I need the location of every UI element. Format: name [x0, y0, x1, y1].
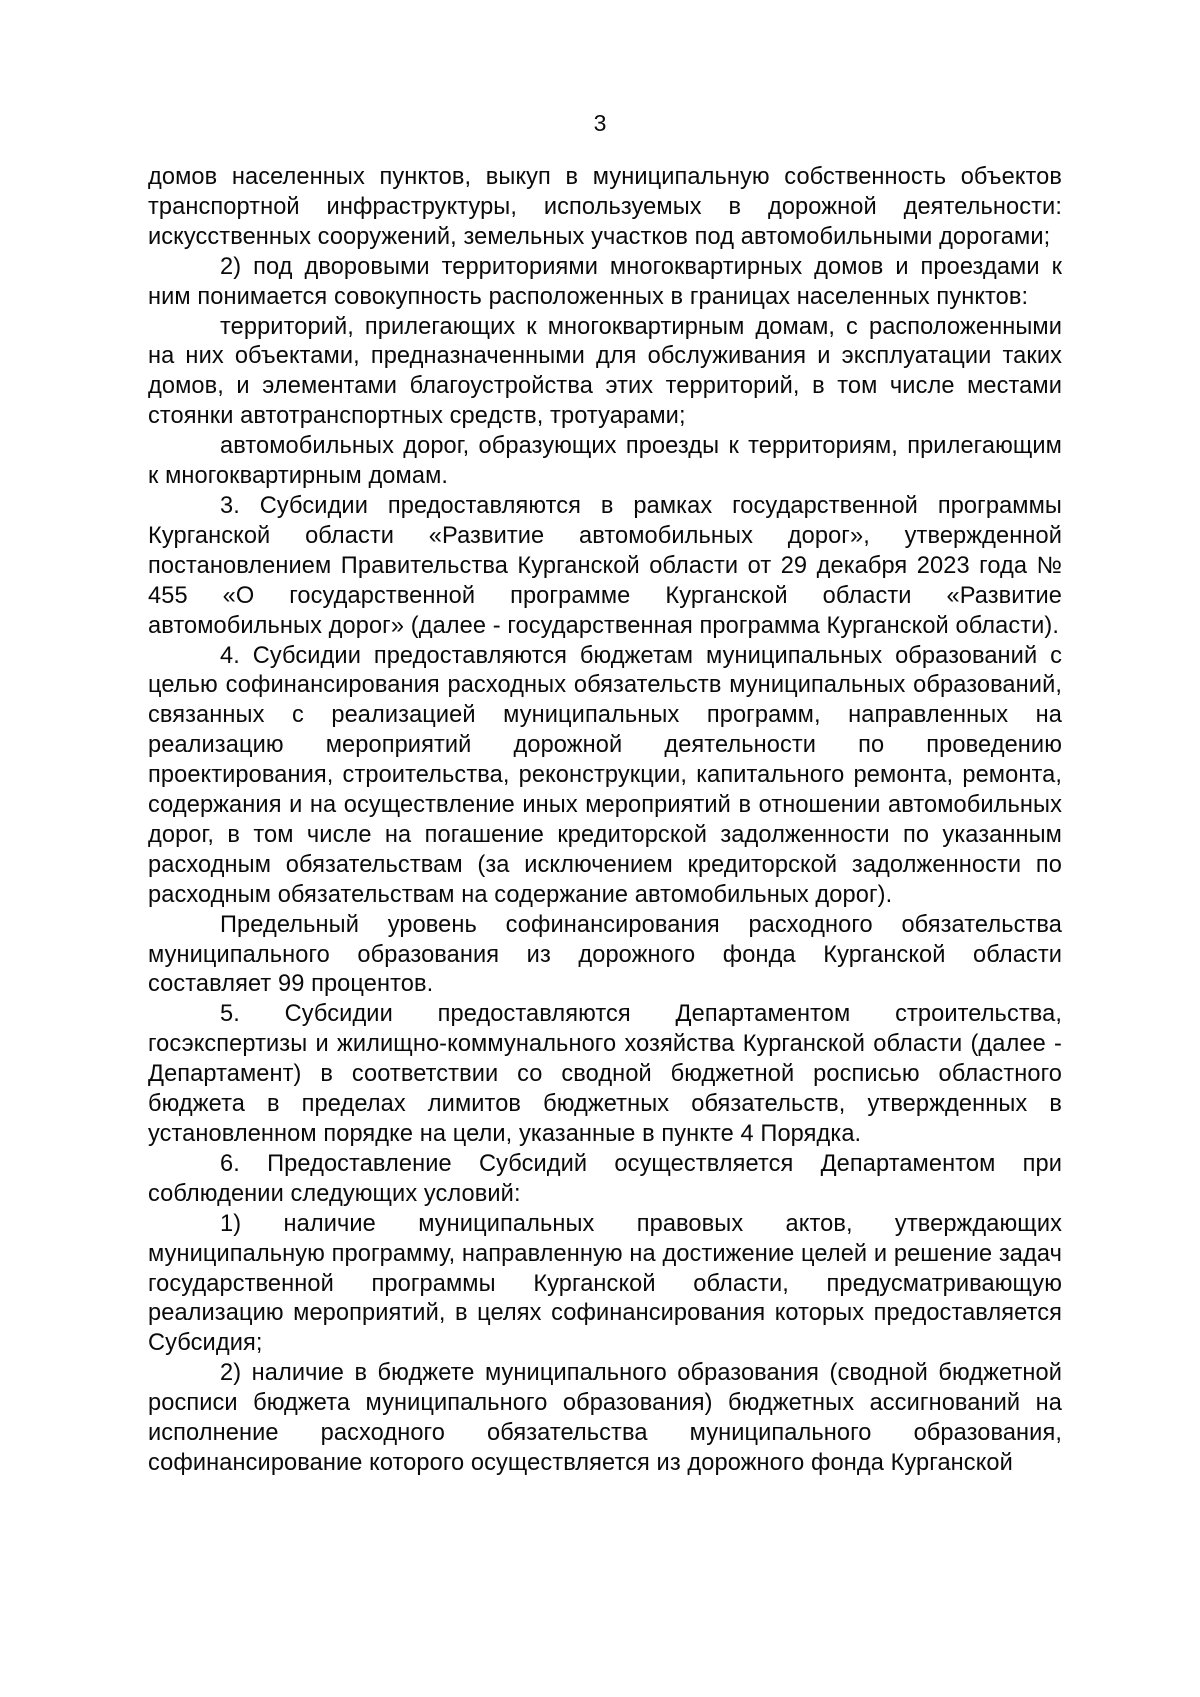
paragraph-condition-2: 2) наличие в бюджете муниципального образования (сводной бюджетной росписи бюджета муниципального образования) бюджетных ассигнований на исполнение расходного обязательства муниципального образования, софинансирование которого осуществляется из дорожного фонда Курганской — [148, 1360, 1062, 1476]
paragraph-continuation: домов населенных пунктов, выкуп в муниципальную собственность объектов транспортной инфраструктуры, используемых в дорожной деятельности: искусственных сооружений, земельных участков под автомобильными дорогами; — [148, 164, 1062, 250]
page-number: 3 — [593, 110, 607, 136]
document-body — [148, 163, 1062, 1479]
paragraph-territories: территорий, прилегающих к многоквартирным домам, с расположенными на них объектами, предназначенными для обслуживания и эксплуатации таких домов, и элементами благоустройства этих территорий, в том числе местами стоянки автотранспортных средств, тротуарами; — [148, 313, 1062, 430]
paragraph-item-4: 4. Субсидии предоставляются бюджетам муниципальных образований с целью софинансирования расходных обязательств муниципальных образований, связанных с реализацией муниципальных программ, направленных на реализацию мероприятий дорожной деятельности по проведению проектирования, строительства, реконструкции, капитального ремонта, ремонта, содержания и на осуществление иных мероприятий в отношении автомобильных дорог, в том числе на погашение кредиторской задолженности по указанным расходным обязательствам (за исключением кредиторской задолженности по расходным обязательствам на содержание автомобильных дорог). — [148, 642, 1062, 908]
paragraph-item-6: 6. Предоставление Субсидий осуществляется Департаментом при соблюдении следующих условий: — [148, 1150, 1062, 1207]
paragraph-condition-1: 1) наличие муниципальных правовых актов, утверждающих муниципальную программу, направленную на достижение целей и решение задач государственной программы Курганской области, предусматривающую реализацию мероприятий, в целях софинансирования которых предоставляется Субсидия; — [148, 1210, 1062, 1357]
paragraph-roads-driveways: автомобильных дорог, образующих проезды к территориям, прилегающим к многоквартирным домам. — [148, 433, 1062, 490]
paragraph-item-5: 5. Субсидии предоставляются Департаментом строительства, госэкспертизы и жилищно-коммунального хозяйства Курганской области (далее - Департамент) в соответствии со сводной бюджетной росписью областного бюджета в пределах лимитов бюджетных обязательств, утвержденных в установленном порядке на цели, указанные в пункте 4 Порядка. — [148, 1001, 1062, 1147]
paragraph-cofinancing-level: Предельный уровень софинансирования расходного обязательства муниципального образования из дорожного фонда Курганской области составляет 99 процентов. — [148, 911, 1062, 998]
paragraph-item-3: 3. Субсидии предоставляются в рамках государственной программы Курганской области «Развитие автомобильных дорог», утвержденной постановлением Правительства Курганской области от 29 декабря 2023 года № 455 «О государственной программе Курганской области «Развитие автомобильных дорог» (далее - государственная программа Курганской области). — [148, 492, 1062, 639]
paragraph-definition-yards: 2) под дворовыми территориями многоквартирных домов и проездами к ним понимается совокупность расположенных в границах населенных пунктов: — [148, 253, 1062, 310]
